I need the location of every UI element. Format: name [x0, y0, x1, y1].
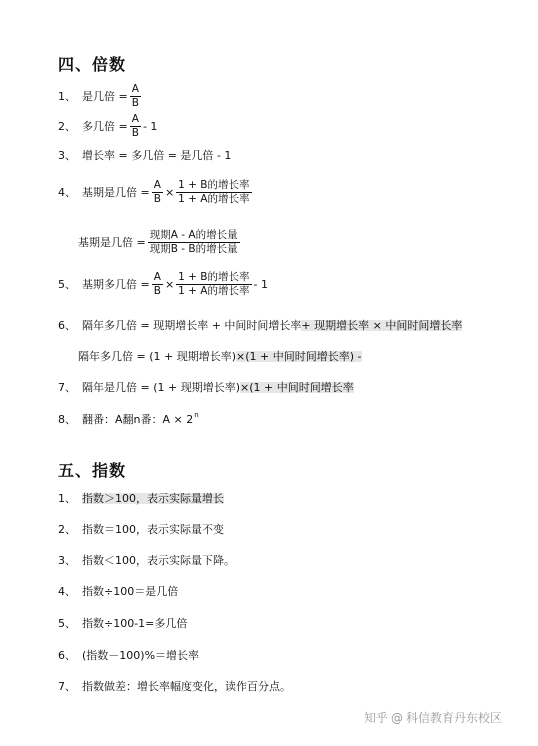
formula-tail: - 1 — [142, 119, 158, 133]
item-number: 1、 — [58, 89, 76, 103]
item-number: 6、 — [58, 319, 76, 332]
item-text: 指数＝100，表示实际量不变 — [82, 523, 224, 536]
fraction — [176, 272, 251, 296]
item-number: 5、 — [58, 617, 76, 630]
formula-label: 是几倍 = — [82, 89, 128, 103]
item-number: 1、 — [58, 492, 76, 505]
item-text: 指数÷100＝是几倍 — [82, 585, 179, 598]
numerator: 1 + B的增长率 — [178, 271, 250, 283]
numerator: A — [153, 179, 161, 191]
times-sign: × — [164, 277, 175, 291]
denominator: B — [131, 126, 139, 139]
zhihu-watermark — [364, 709, 502, 726]
formula-4-alt — [78, 230, 242, 254]
index-item-1 — [58, 493, 224, 504]
denominator: B — [153, 192, 161, 205]
formula-tail: - 1 — [253, 277, 268, 291]
watermark-brand: 知乎 — [364, 711, 389, 725]
formula-6-alt — [78, 351, 362, 362]
section-4-title: 四、倍数 — [58, 55, 127, 74]
watermark-at: @ — [391, 710, 404, 725]
item-number: 2、 — [58, 119, 76, 133]
section-5-title: 五、指数 — [58, 461, 127, 480]
item-number: 3、 — [58, 554, 76, 567]
formula-7 — [58, 382, 354, 393]
denominator: B — [153, 284, 161, 297]
fraction — [130, 84, 141, 108]
item-number: 2、 — [58, 523, 76, 536]
formula-text-highlighted: ×(1 + 中间时间增长率) - — [236, 350, 362, 363]
item-number: 6、 — [58, 649, 76, 662]
index-item-2 — [58, 524, 224, 535]
formula-text: 隔年多几倍 = (1 + 现期增长率) — [78, 350, 237, 363]
item-number: 7、 — [58, 381, 76, 394]
index-item-7 — [58, 681, 291, 692]
item-text: 指数做差：增长率幅度变化，读作百分点。 — [82, 680, 291, 693]
formula-text: 隔年是几倍 = (1 + 现期增长率) — [82, 381, 241, 394]
formula-3 — [58, 150, 231, 161]
formula-label: 基期是几倍 = — [78, 235, 146, 249]
item-number: 7、 — [58, 680, 76, 693]
denominator: 1 + A的增长率 — [178, 192, 250, 205]
fraction — [152, 180, 163, 204]
index-item-5 — [58, 618, 187, 629]
item-text: 指数＜100，表示实际量下降。 — [82, 554, 235, 567]
index-item-6 — [58, 650, 199, 661]
numerator: 1 + B的增长率 — [178, 179, 250, 191]
formula-text: 隔年多几倍 = 现期增长率 + 中间时间增长率 — [82, 319, 302, 332]
fraction — [152, 272, 163, 296]
numerator: A — [153, 271, 161, 283]
denominator: 现期B - B的增长量 — [149, 242, 238, 255]
formula-text: 翻番：A翻n番：A × 2 — [82, 413, 194, 426]
formula-4 — [58, 180, 254, 204]
numerator: 现期A - A的增长量 — [149, 229, 238, 241]
formula-text: 增长率 = 多几倍 = 是几倍 - 1 — [82, 149, 232, 162]
fraction — [148, 230, 240, 254]
times-sign: × — [164, 185, 175, 199]
formula-1 — [58, 84, 143, 108]
index-item-3 — [58, 555, 235, 566]
item-text: 指数＞100，表示实际量增长 — [82, 492, 224, 505]
superscript: n — [194, 411, 199, 419]
denominator: B — [131, 96, 139, 109]
item-text: 指数÷100-1=多几倍 — [82, 617, 188, 630]
denominator: 1 + A的增长率 — [178, 284, 250, 297]
formula-2 — [58, 114, 157, 138]
item-number: 3、 — [58, 149, 76, 162]
item-number: 8、 — [58, 413, 76, 426]
formula-text-highlighted: + 现期增长率 × 中间时间增长率 — [301, 319, 463, 332]
numerator: A — [131, 113, 139, 125]
item-number: 4、 — [58, 185, 76, 199]
fraction — [176, 180, 251, 204]
formula-label: 多几倍 = — [82, 119, 128, 133]
formula-8 — [58, 411, 199, 426]
fraction — [130, 114, 141, 138]
formula-5 — [58, 272, 268, 296]
item-number: 5、 — [58, 277, 76, 291]
formula-label: 基期多几倍 = — [82, 277, 150, 291]
watermark-author: 科信教育丹东校区 — [406, 711, 503, 725]
formula-6 — [58, 320, 462, 331]
item-text: (指数－100)%＝增长率 — [82, 649, 200, 662]
item-number: 4、 — [58, 585, 76, 598]
formula-text-highlighted: ×(1 + 中间时间增长率 — [240, 381, 354, 394]
numerator: A — [131, 83, 139, 95]
index-item-4 — [58, 586, 178, 597]
formula-label: 基期是几倍 = — [82, 185, 150, 199]
